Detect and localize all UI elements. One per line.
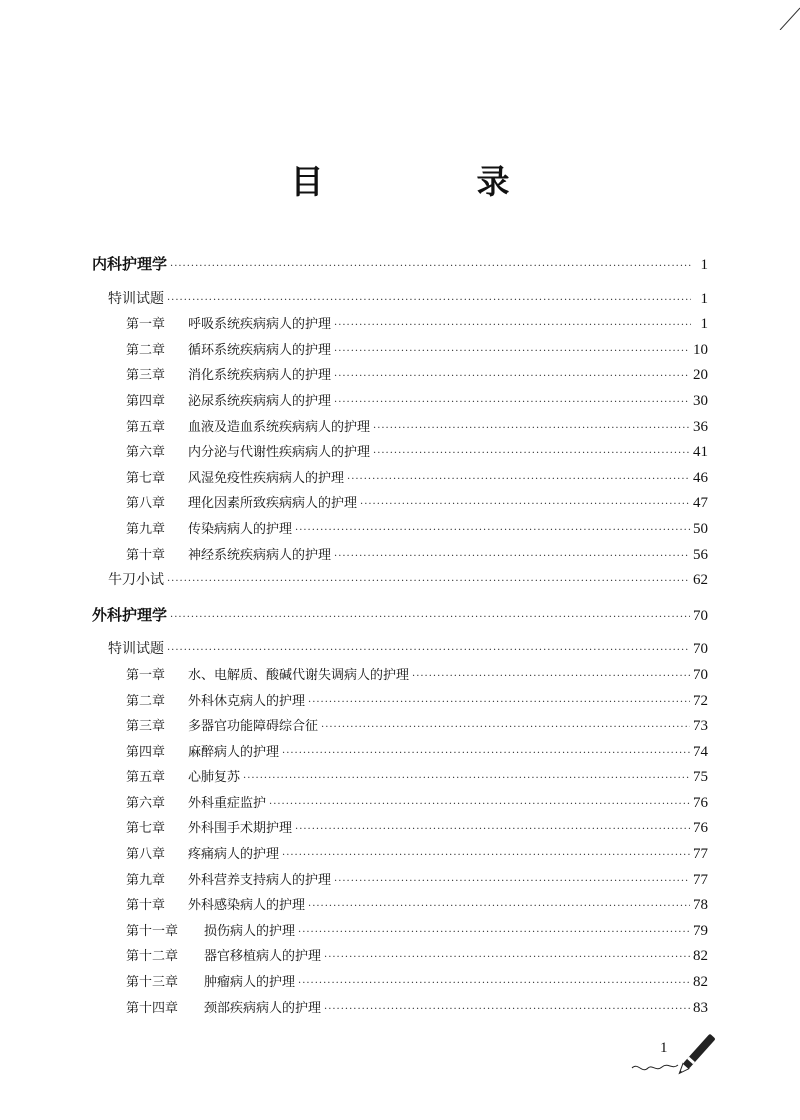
chapter-number: 第十章 [126,898,166,914]
toc-chapter-label [126,491,357,517]
chapter-number: 第九章 [126,872,166,888]
toc-chapter[interactable] [92,517,708,543]
chapter-number: 第五章 [126,770,166,786]
leader-dots [334,390,690,416]
chapter-title: 水、电解质、酸碱代谢失调病人的护理 [188,667,410,683]
subsection-title: 特训试题 [108,641,164,658]
toc-subsection-label [108,287,164,313]
page-ref: 41 [693,444,708,461]
leader-dots [170,254,691,280]
chapter-number: 第七章 [126,821,166,837]
page-ref: 77 [693,871,708,888]
page-ref: 70 [693,641,708,658]
leader-dots [373,441,690,467]
section-title: 外科护理学 [92,605,168,624]
page-ref: 77 [693,846,708,863]
toc-chapter[interactable] [92,970,708,996]
toc-chapter-label [126,363,331,389]
leader-dots [334,364,690,390]
toc-chapter[interactable] [92,919,708,945]
toc-chapter-label [126,868,331,894]
toc-chapter-label [126,765,240,791]
chapter-title: 循环系统疾病病人的护理 [188,342,332,358]
page-ref: 36 [693,418,708,435]
toc-chapter[interactable] [92,842,708,868]
chapter-number: 第八章 [126,496,166,512]
toc-subsection[interactable] [92,637,708,663]
chapter-number: 第六章 [126,445,166,461]
page-title: 目 录 [290,162,570,201]
chapter-title: 多器官功能障碍综合征 [188,719,319,735]
toc-chapter-label [126,689,305,715]
leader-dots [324,945,690,971]
subsection-title: 牛刀小试 [108,572,164,589]
page-ref: 1 [700,290,708,307]
leader-dots [308,894,690,920]
page-ref: 78 [693,897,708,914]
toc-chapter[interactable] [92,740,708,766]
toc-section[interactable] [92,603,708,629]
toc-subsection-label [108,637,164,663]
page-ref: 1 [700,316,708,333]
page-ref: 50 [693,520,708,537]
page-number: 1 [660,1040,668,1056]
toc-chapter-label [126,791,266,817]
page-ref: 82 [693,974,708,991]
table-of-contents [92,252,708,1021]
page-ref: 73 [693,718,708,735]
chapter-number: 第十二章 [126,949,179,965]
chapter-number: 第三章 [126,719,166,735]
toc-chapter-label [126,312,331,338]
leader-dots [321,715,690,741]
leader-dots [295,817,690,843]
subsection-title: 特训试题 [108,290,164,307]
toc-chapter[interactable] [92,338,708,364]
chapter-number: 第六章 [126,795,166,811]
toc-chapter-label [126,543,331,569]
leader-dots [298,971,690,997]
chapter-title: 传染病病人的护理 [188,521,293,537]
toc-chapter[interactable] [92,765,708,791]
toc-chapter-label [126,466,344,492]
toc-chapter-label [126,970,295,996]
page-ref: 76 [693,820,708,837]
toc-chapter[interactable] [92,312,708,338]
toc-chapter[interactable] [92,415,708,441]
toc-chapter-label [126,944,321,970]
leader-dots [243,766,690,792]
chapter-number: 第二章 [126,693,166,709]
page-ref: 47 [693,495,708,512]
chapter-title: 器官移植病人的护理 [204,949,322,965]
toc-chapter-label [126,842,279,868]
leader-dots [298,920,690,946]
toc-chapter[interactable] [92,466,708,492]
toc-chapter-label [126,816,292,842]
chapter-title: 颈部疾病病人的护理 [204,1000,322,1016]
leader-dots [334,313,691,339]
leader-dots [373,416,690,442]
toc-chapter[interactable] [92,543,708,569]
toc-subsection[interactable] [92,287,708,313]
toc-chapter[interactable] [92,944,708,970]
chapter-number: 第十章 [126,547,166,563]
toc-subsection-label [108,568,164,594]
page-ref: 75 [693,769,708,786]
page-ref: 56 [693,546,708,563]
leader-dots [170,605,690,631]
chapter-title: 麻醉病人的护理 [188,744,280,760]
toc-chapter-label [126,740,279,766]
leader-dots [282,843,690,869]
chapter-title: 血液及造血系统疾病病人的护理 [188,419,371,435]
chapter-title: 理化因素所致疾病病人的护理 [188,496,358,512]
page-ref: 1 [700,257,708,273]
chapter-title: 外科围手术期护理 [188,821,293,837]
toc-chapter[interactable] [92,996,708,1022]
leader-dots [167,569,690,595]
chapter-title: 外科休克病人的护理 [188,693,306,709]
leader-dots [412,664,690,690]
toc-chapter[interactable] [92,663,708,689]
toc-chapter[interactable] [92,440,708,466]
toc-chapter[interactable] [92,491,708,517]
chapter-number: 第八章 [126,847,166,863]
chapter-number: 第十三章 [126,975,179,991]
page-ref: 74 [693,743,708,760]
toc-chapter[interactable] [92,689,708,715]
leader-dots [334,869,690,895]
page-ref: 20 [693,367,708,384]
chapter-number: 第七章 [126,470,166,486]
page-ref: 70 [693,607,708,624]
chapter-number: 第九章 [126,521,166,537]
page-ref: 72 [693,692,708,709]
chapter-title: 外科重症监护 [188,795,267,811]
chapter-title: 心肺复苏 [188,770,241,786]
leader-dots [324,997,690,1023]
corner-mark [770,0,800,30]
page-ref: 46 [693,469,708,486]
leader-dots [269,792,690,818]
page-ref: 82 [693,948,708,965]
chapter-number: 第四章 [126,393,166,409]
toc-chapter-label [126,714,318,740]
section-gap [92,594,708,603]
page-ref: 10 [693,341,708,358]
toc-chapter[interactable] [92,816,708,842]
chapter-title: 疼痛病人的护理 [188,847,280,863]
section-title: 内科护理学 [92,255,168,273]
chapter-number: 第二章 [126,342,166,358]
leader-dots [360,492,690,518]
toc-subsection[interactable] [92,568,708,594]
toc-chapter-label [126,517,292,543]
toc-chapter[interactable] [92,868,708,894]
chapter-title: 内分泌与代谢性疾病病人的护理 [188,445,371,461]
toc-chapter-label [126,389,331,415]
toc-chapter[interactable] [92,791,708,817]
chapter-title: 呼吸系统疾病病人的护理 [188,317,332,333]
toc-section[interactable] [92,252,708,278]
chapter-number: 第三章 [126,368,166,384]
toc-section-label [92,603,167,629]
chapter-title: 神经系统疾病病人的护理 [188,547,332,563]
leader-dots [334,339,690,365]
chapter-title: 损伤病人的护理 [204,923,296,939]
toc-chapter-label [126,919,295,945]
page-ref: 70 [693,666,708,683]
chapter-title: 泌尿系统疾病病人的护理 [188,393,332,409]
toc-section-label [92,252,167,278]
chapter-title: 外科营养支持病人的护理 [188,872,332,888]
pen-icon [628,1034,718,1084]
toc-chapter[interactable] [92,893,708,919]
page-ref: 83 [693,999,708,1016]
leader-dots [167,288,691,314]
leader-dots [334,544,690,570]
page-ref: 30 [693,392,708,409]
toc-chapter-label [126,338,331,364]
chapter-title: 消化系统疾病病人的护理 [188,368,332,384]
leader-dots [295,518,690,544]
chapter-number: 第四章 [126,744,166,760]
toc-chapter-label [126,663,409,689]
leader-dots [282,741,690,767]
leader-dots [308,690,690,716]
chapter-title: 肿瘤病人的护理 [204,975,296,991]
toc-chapter[interactable] [92,363,708,389]
chapter-number: 第五章 [126,419,166,435]
chapter-number: 第一章 [126,667,166,683]
page-ref: 79 [693,922,708,939]
chapter-title: 风湿免疫性疾病病人的护理 [188,470,345,486]
toc-chapter-label [126,440,370,466]
chapter-number: 第一章 [126,317,166,333]
toc-chapter-label [126,415,370,441]
toc-chapter[interactable] [92,389,708,415]
leader-dots [347,467,690,493]
toc-chapter-label [126,893,305,919]
toc-chapter[interactable] [92,714,708,740]
toc-chapter-label [126,996,321,1022]
chapter-title: 外科感染病人的护理 [188,898,306,914]
leader-dots [167,638,690,664]
page-ref: 76 [693,794,708,811]
chapter-number: 第十一章 [126,923,179,939]
page-ref: 62 [693,572,708,589]
chapter-number: 第十四章 [126,1000,179,1016]
